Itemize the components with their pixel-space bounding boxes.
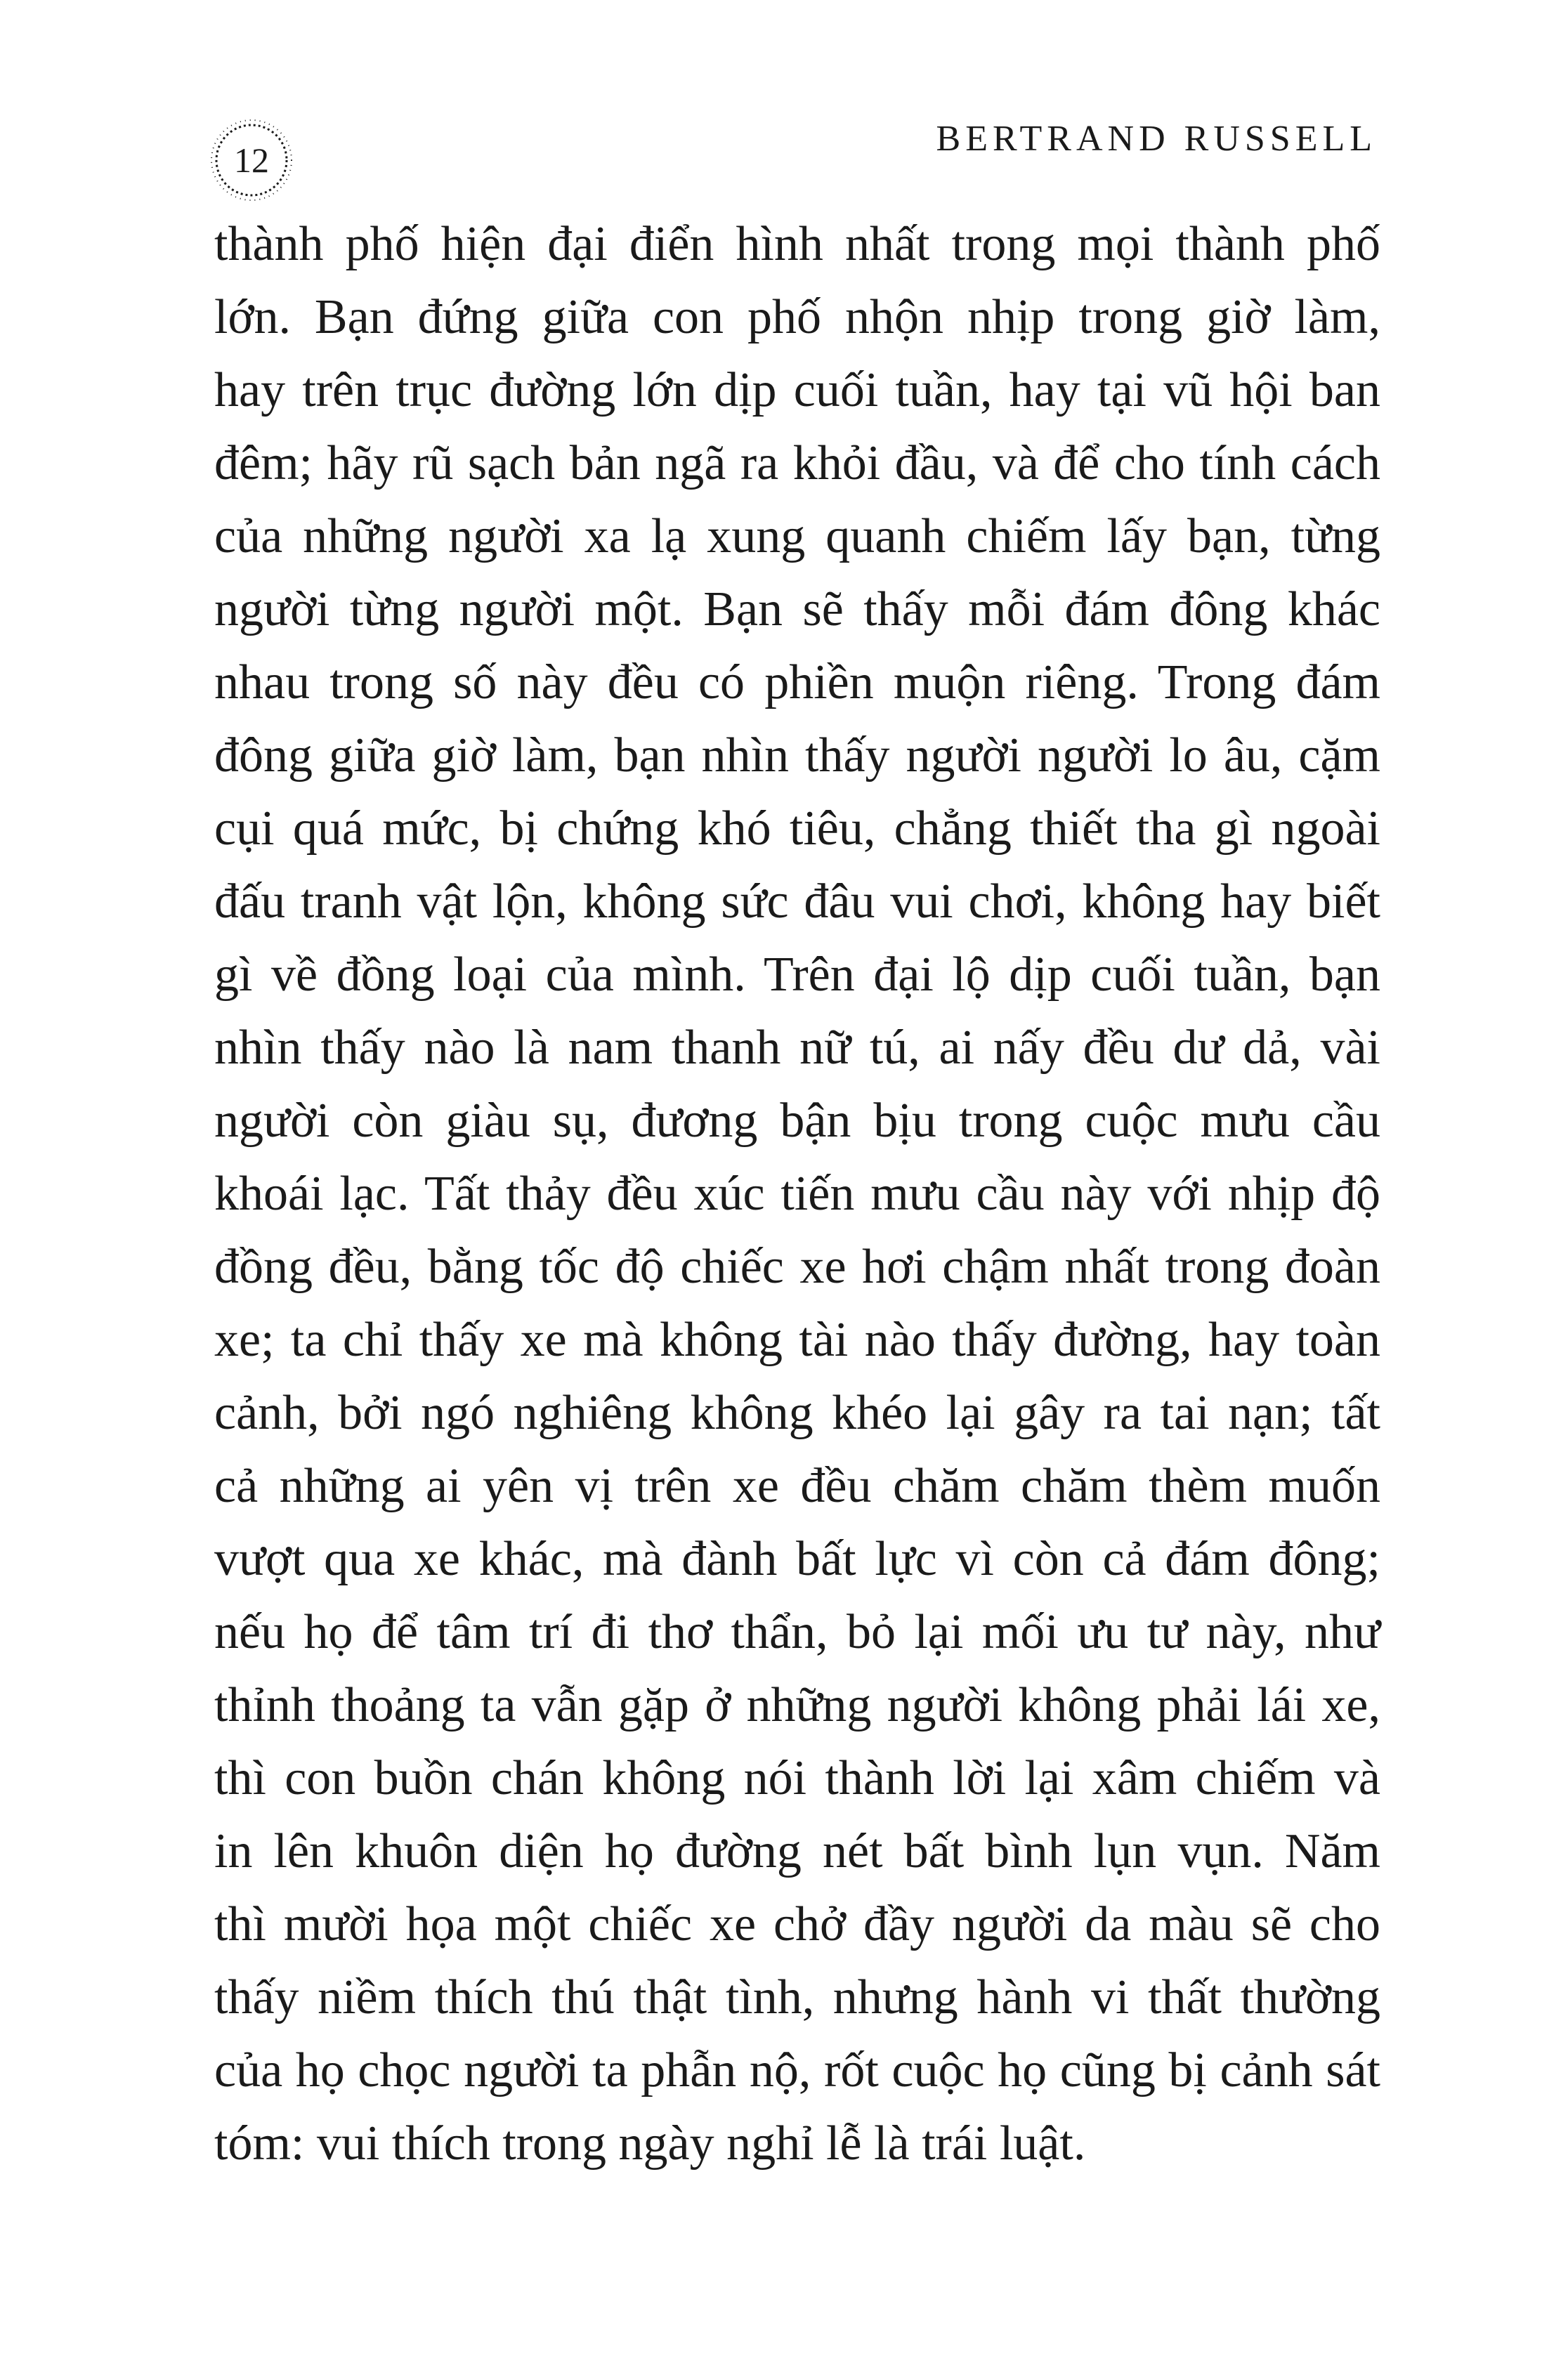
text-line: tóm: vui thích trong ngày nghỉ lễ là trái luật. xyxy=(214,2116,1086,2171)
text-line: hay trên trục đường lớn dịp cuối tuần, hay tại vũ hội ban xyxy=(214,363,1380,417)
text-line: thành phố hiện đại điển hình nhất trong mọi thành phố xyxy=(214,217,1380,271)
text-line: thì con buồn chán không nói thành lời lại xâm chiếm và xyxy=(214,1751,1380,1805)
text-line: của họ chọc người ta phẫn nộ, rốt cuộc họ cũng bị cảnh sát xyxy=(214,2043,1380,2097)
running-header-author: BERTRAND RUSSELL xyxy=(936,119,1377,159)
text-line: thỉnh thoảng ta vẫn gặp ở những người không phải lái xe, xyxy=(214,1678,1380,1732)
text-line: nếu họ để tâm trí đi thơ thẩn, bỏ lại mối ưu tư này, như xyxy=(214,1605,1380,1659)
text-line: đấu tranh vật lộn, không sức đâu vui chơi, không hay biết xyxy=(214,875,1380,929)
text-line: khoái lạc. Tất thảy đều xúc tiến mưu cầu này với nhịp độ xyxy=(214,1167,1380,1221)
page-number-badge xyxy=(208,117,295,204)
text-line: nhìn thấy nào là nam thanh nữ tú, ai nấy đều dư dả, vài xyxy=(214,1021,1380,1075)
body-text xyxy=(214,208,1380,2180)
text-line: đông giữa giờ làm, bạn nhìn thấy người người lo âu, cặm xyxy=(214,728,1380,783)
text-line: đồng đều, bằng tốc độ chiếc xe hơi chậm nhất trong đoàn xyxy=(214,1240,1380,1294)
text-line: người từng người một. Bạn sẽ thấy mỗi đám đông khác xyxy=(214,582,1380,636)
text-line: lớn. Bạn đứng giữa con phố nhộn nhịp trong giờ làm, xyxy=(214,290,1380,344)
text-line: của những người xa lạ xung quanh chiếm lấy bạn, từng xyxy=(214,509,1380,563)
text-line: xe; ta chỉ thấy xe mà không tài nào thấy đường, hay toàn xyxy=(214,1313,1380,1367)
text-line: cụi quá mức, bị chứng khó tiêu, chẳng thiết tha gì ngoài xyxy=(214,801,1380,856)
text-line: thấy niềm thích thú thật tình, nhưng hành vi thất thường xyxy=(214,1970,1380,2024)
text-line: đêm; hãy rũ sạch bản ngã ra khỏi đầu, và để cho tính cách xyxy=(214,436,1380,490)
text-line: in lên khuôn diện họ đường nét bất bình lụn vụn. Năm xyxy=(214,1824,1380,1878)
text-line: thì mười họa một chiếc xe chở đầy người da màu sẽ cho xyxy=(214,1897,1380,1951)
text-line: vượt qua xe khác, mà đành bất lực vì còn cả đám đông; xyxy=(214,1532,1380,1586)
page-number: 12 xyxy=(234,140,269,180)
text-line: cả những ai yên vị trên xe đều chăm chăm thèm muốn xyxy=(214,1459,1380,1513)
text-line: nhau trong số này đều có phiền muộn riêng. Trong đám xyxy=(214,655,1380,709)
text-line: cảnh, bởi ngó nghiêng không khéo lại gây ra tai nạn; tất xyxy=(214,1386,1380,1440)
text-line: gì về đồng loại của mình. Trên đại lộ dịp cuối tuần, bạn xyxy=(214,948,1380,1002)
text-line: người còn giàu sụ, đương bận bịu trong cuộc mưu cầu xyxy=(214,1094,1380,1148)
